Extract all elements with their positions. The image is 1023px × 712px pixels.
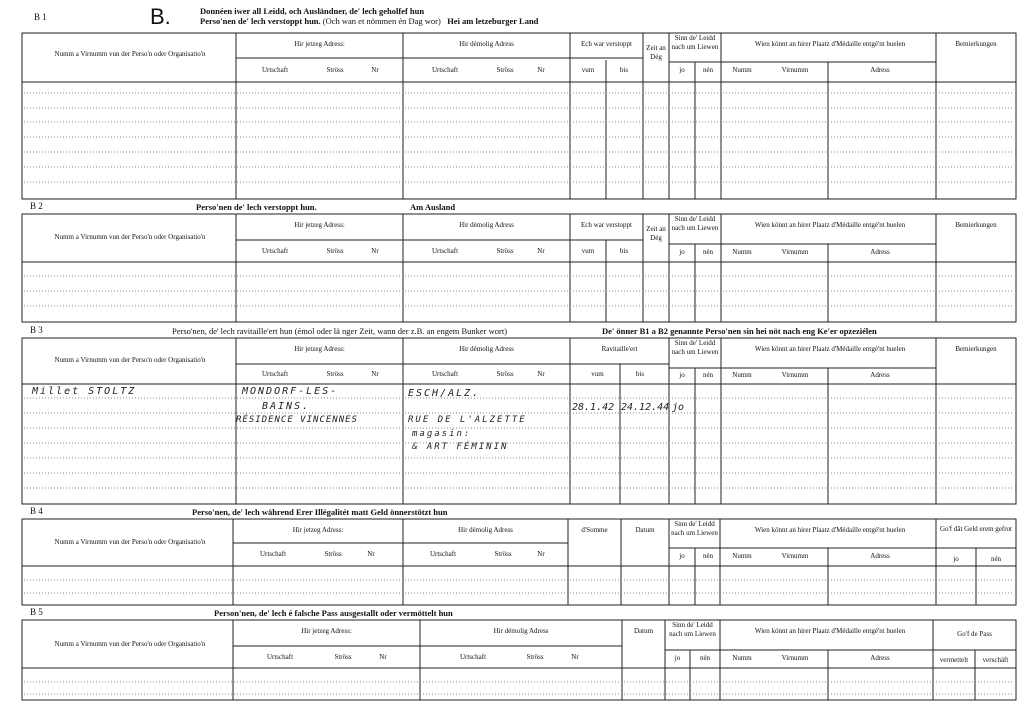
b2-col-medal-address: Adress (870, 248, 890, 256)
entry-former-town: ESCH/ALZ. (408, 388, 481, 399)
b5-col-town-former: Urtschaft (459, 653, 487, 661)
b3-col-to: bis (635, 370, 645, 378)
b4-col-money-yes: jo (953, 555, 959, 563)
b1-col-medal-name: Numm (732, 66, 752, 74)
b5-col-street: Ströss (334, 653, 352, 661)
b1-col-town-former: Urtschaft (431, 66, 459, 74)
b2-col-hidden: Ech war verstoppt (581, 221, 632, 229)
section-title-b2-ausland: Am Ausland (410, 202, 456, 212)
b2-col-street: Ströss (326, 247, 344, 255)
b5-col-former-address: Hir démolig Adress (493, 627, 549, 635)
section-code-b4: B 4 (30, 506, 43, 516)
entry-to: 24.12.44 (621, 402, 670, 413)
b1-col-hidden: Ech war verstoppt (581, 40, 632, 48)
b4-col-money-no: nén (990, 555, 1002, 563)
b2-col-to: bis (619, 247, 629, 255)
b5-col-medal-first: Virnumm (781, 654, 809, 662)
b2-col-medal: Wien könnt an hirer Plaatz d'Médaille entgé'nt huelen (754, 221, 906, 229)
b5-col-no: nén (699, 654, 711, 662)
b2-col-nr: Nr (371, 247, 379, 255)
b2-col-name: Numm a Virnumm vun der Perso'n oder Organisatio'n (54, 233, 206, 241)
b1-col-nr-former: Nr (537, 66, 545, 74)
section-title-b2: Perso'nen de' lech verstoppt hun. (196, 202, 317, 212)
b5-col-medal-address: Adress (870, 654, 890, 662)
b2-col-former-address: Hir démolig Adress (459, 221, 514, 229)
b2-col-from: vum (581, 247, 595, 255)
b3-col-supplied: Ravitaille'ert (601, 345, 638, 353)
b5-col-medal-name: Numm (732, 654, 752, 662)
b1-col-current-address: Hir jetzeg Adress: (294, 40, 345, 48)
b2-col-remarks: Bemierkungen (955, 221, 997, 229)
form-title-line2-c: Hei am letzeburger Land (447, 16, 539, 26)
b3-col-medal-name: Numm (732, 371, 752, 379)
b2-col-medal-first: Virnumm (781, 248, 809, 256)
b5-col-medal: Wien könnt an hirer Plaatz d'Médaille entgé'nt huelen (754, 627, 906, 635)
b3-col-nr-former: Nr (537, 370, 545, 378)
b3-col-town-former: Urtschaft (431, 370, 459, 378)
b5-col-name: Numm a Virnumm vun der Perso'n oder Organisatio'n (54, 640, 206, 648)
b3-col-town: Urtschaft (261, 370, 289, 378)
b5-col-date: Datum (633, 627, 654, 635)
b3-col-medal: Wien könnt an hirer Plaatz d'Médaille entgé'nt huelen (754, 345, 906, 353)
b3-col-street: Ströss (326, 370, 344, 378)
b1-col-street: Ströss (326, 66, 344, 74)
entry-from: 28.1.42 (572, 402, 615, 413)
b1-col-from: vum (581, 66, 595, 74)
section-code-b1: B 1 (34, 12, 47, 22)
section-title-b3: Perso'nen, de' lech ravitaille'ert hun (émol oder lä nger Zeit, wann der z.B. an engem Bunker wort) (172, 326, 508, 336)
b1-col-to: bis (619, 66, 629, 74)
section-code-b3: B 3 (30, 325, 43, 335)
entry-alive: jo (672, 402, 685, 413)
b1-col-nr: Nr (371, 66, 379, 74)
b1-col-yes: jo (679, 66, 685, 74)
b4-col-alive: Sinn de' Leidd nach um Liewen (671, 520, 718, 537)
b2-col-yes: jo (679, 248, 685, 256)
b2-col-medal-name: Numm (732, 248, 752, 256)
b1-col-medal-first: Virnumm (781, 66, 809, 74)
entry-current-town-1: MONDORF-LES- (242, 386, 339, 397)
b4-col-medal: Wien könnt an hirer Plaatz d'Médaille entgé'nt huelen (754, 526, 906, 534)
b2-col-no: nén (702, 248, 714, 256)
b5-col-nr: Nr (379, 653, 387, 661)
b3-col-no: nén (702, 371, 714, 379)
b5-col-town: Urtschaft (266, 653, 294, 661)
b5-col-current-address: Hir jetzeg Adress: (301, 627, 352, 635)
b4-col-medal-address: Adress (870, 552, 890, 560)
b3-col-street-former: Ströss (496, 370, 514, 378)
b4-col-current-address: Hir jetzeg Adress: (292, 526, 344, 534)
b3-col-current-address: Hir jetzeg Adress: (294, 345, 345, 353)
b1-col-time: Zeit an Dég (646, 44, 666, 61)
form-title-line2-a: Perso'nen de' lech verstoppt hun. (200, 16, 321, 26)
section-title-b5: Person'nen, de' lech é falsche Pass ausgestallt oder vermöttelt hun (214, 608, 453, 618)
form-letter: B. (150, 4, 171, 29)
form-title-line1: Donnéen iwer all Leidd, och Ausländner, de' lech geholfef hun (200, 6, 425, 16)
b4-col-no: nén (702, 552, 714, 560)
b2-col-town-former: Urtschaft (431, 247, 459, 255)
b4-col-medal-name: Numm (732, 552, 752, 560)
b5-col-pass: Go'f de Pass (957, 630, 992, 638)
entry-current-town-2: BAINS. (262, 401, 311, 412)
b4-col-former-address: Hir démolig Adress (458, 526, 513, 534)
b1-col-alive: Sinn de' Leidd nach um Liewen (671, 34, 719, 51)
section-code-b2: B 2 (30, 201, 43, 211)
b1-col-remarks: Bemierkungen (955, 40, 997, 48)
b4-col-street: Ströss (324, 550, 342, 558)
b3-col-name: Numm a Virnumm vun der Perso'n oder Organisatio'n (54, 356, 206, 364)
b4-col-sum: d'Somme (581, 526, 608, 534)
entry-name: Millet STOLTZ (32, 386, 137, 397)
b1-col-street-former: Ströss (496, 66, 514, 74)
b3-col-medal-first: Virnumm (781, 371, 809, 379)
section-title-b4: Perso'nen, de' lech während Erer Illégalitét matt Geld önnerstötzt hun (192, 507, 448, 517)
b4-col-town: Urtschaft (259, 550, 287, 558)
entry-current-street: RÉSIDENCE VINCENNES (236, 415, 358, 425)
b4-col-money-back: Go'f dât Geld erem gefrot (939, 525, 1012, 533)
b3-col-nr: Nr (371, 370, 379, 378)
b3-col-remarks: Bemierkungen (955, 345, 997, 353)
form-title-line2-b: (Och wan et nömmen én Dag wor) (322, 16, 441, 26)
b4-col-town-former: Urtschaft (429, 550, 457, 558)
b3-col-yes: jo (679, 371, 685, 379)
b2-col-nr-former: Nr (537, 247, 545, 255)
b4-col-nr-former: Nr (537, 550, 545, 558)
b5-col-street-former: Ströss (526, 653, 544, 661)
b4-col-yes: jo (679, 552, 685, 560)
b5-col-brokered: vermettelt (939, 656, 969, 664)
entry-former-street-2: magasin: (412, 429, 472, 439)
b2-col-street-former: Ströss (496, 247, 514, 255)
b4-col-name: Numm a Virnumm vun der Perso'n oder Organisatio'n (54, 538, 206, 546)
b1-col-no: nén (702, 66, 714, 74)
b2-col-current-address: Hir jetzeg Adress: (294, 221, 345, 229)
b2-col-alive: Sinn de' Leidd nach um Liewen (671, 215, 719, 232)
b5-col-yes: jo (674, 654, 681, 662)
entry-former-street-1: RUE DE L'ALZETTE (408, 415, 527, 425)
b5-col-created: verschäft (982, 656, 1009, 664)
section-code-b5: B 5 (30, 607, 43, 617)
b3-col-former-address: Hir démolig Adress (459, 345, 514, 353)
b1-col-town: Urtschaft (261, 66, 289, 74)
b4-col-medal-first: Virnumm (781, 552, 809, 560)
b5-col-nr-former: Nr (571, 653, 579, 661)
entry-former-street-3: & ART FÉMININ (412, 442, 509, 452)
b3-col-from: vum (591, 370, 604, 378)
b4-col-street-former: Ströss (494, 550, 512, 558)
section-title-b3-note: De' önner B1 a B2 genannte Perso'nen sin hei nöt nach eng Ke'er opzeziélen (602, 326, 877, 336)
b4-col-date: Datum (635, 526, 655, 534)
b3-col-alive: Sinn de' Leidd nach um Liewen (671, 339, 719, 356)
b4-col-nr: Nr (367, 550, 375, 558)
b5-col-alive: Sinn de' Leidd nach um Liewen (669, 621, 716, 638)
b1-col-former-address: Hir démolig Adress (459, 40, 514, 48)
b1-col-name: Numm a Virnumm vun der Perso'n oder Organisatio'n (54, 50, 206, 58)
b3-col-medal-address: Adress (870, 371, 890, 379)
b2-col-town: Urtschaft (261, 247, 289, 255)
b2-col-time: Zeit an Dég (646, 225, 666, 242)
b1-col-medal: Wien könnt an hirer Plaatz d'Médaille entgé'nt huelen (754, 40, 906, 48)
b1-col-medal-address: Adress (870, 66, 890, 74)
